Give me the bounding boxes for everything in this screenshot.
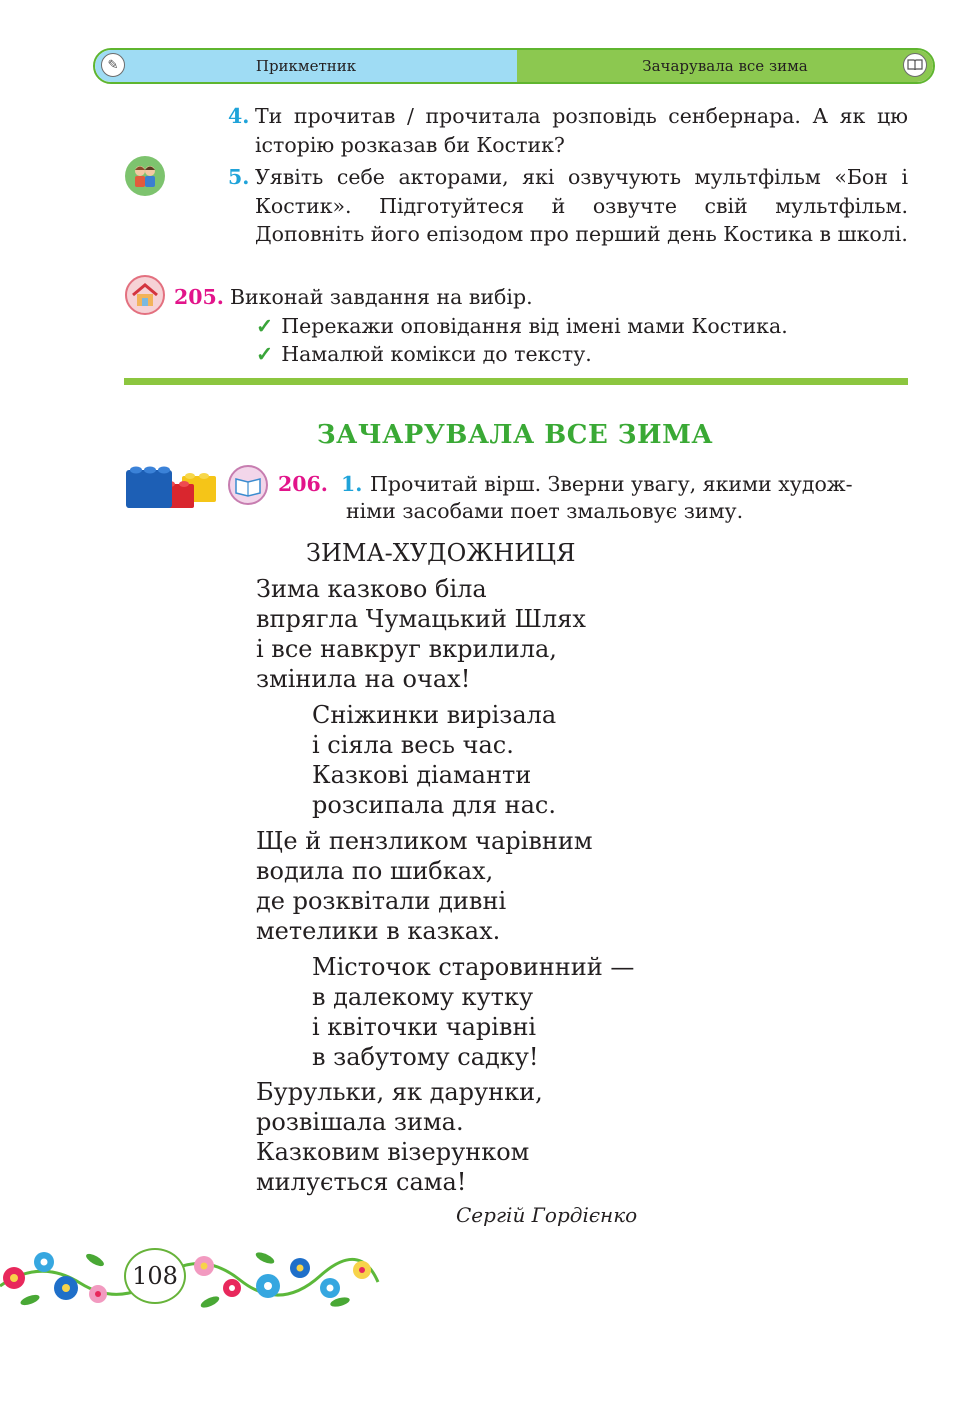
homework-house-icon [125,275,165,315]
poem-line: впрягла Чумацький Шлях [256,605,586,633]
task-5-number: 5. [228,165,250,189]
task-4 [228,102,908,159]
pen-icon: ✎ [101,53,125,77]
task-205-option [256,312,908,341]
checkmark-icon: ✓ [256,313,274,338]
poem-stanza [256,826,593,946]
task-205-number: 205. [174,285,224,309]
poem-line: Сніжинки вирізала [312,701,557,729]
task-205-option-text: Намалюй комікси до тексту. [281,342,592,366]
task-206-line: німи засобами поет змальовує зиму. [346,499,744,523]
task-4-number: 4. [228,104,250,128]
header-topic [95,50,517,82]
poem-line: в далекому кутку [312,983,534,1011]
poem-stanza [256,1077,543,1197]
poem-line: Ще й пензликом чарівним [256,827,593,855]
poem-line: Місточок старовинний — [312,953,635,981]
poem-line: Казковим візерунком [256,1138,530,1166]
poem-line: змінила на очах! [256,665,471,693]
task-205-option-text: Перекажи оповідання від імені мами Костика. [281,313,788,338]
poem-stanza [312,700,556,820]
poem-stanza [312,952,634,1072]
poem-author: Сергій Гордієнко [456,1203,638,1227]
task-206 [278,471,908,525]
poem-line: і все навкруг вкрилила, [256,635,557,663]
poem-line: водила по шибках, [256,857,494,885]
task-205-text: Виконай завдання на вибір. [229,285,533,309]
book-icon [903,53,927,77]
poem-line: милується сама! [256,1168,467,1196]
task-206-line: Прочитай вірш. Зверни увагу, якими худож- [370,472,853,496]
task-5 [228,163,908,249]
task-205-option [256,340,908,369]
task-4-text: Ти прочитав / прочитала розповідь сенбернара. А як цю історію розказав би Костик? [255,104,908,157]
poem-line: розсипала для нас. [312,791,556,819]
flower-border-decoration [0,1238,380,1316]
section-title: ЗАЧАРУВАЛА ВСЕ ЗИМА [316,420,714,450]
poem-line: Бурульки, як дарунки, [256,1078,543,1106]
chapter-header [93,48,935,84]
poem-stanza [256,574,586,694]
header-lesson [517,50,933,82]
poem-line: метелики в казках. [256,917,501,945]
poem-line: і квіточки чарівні [312,1013,537,1041]
header-topic-label: Прикметник [255,57,357,75]
checkmark-icon: ✓ [256,342,274,366]
header-lesson-label: Зачарувала все зима [642,57,808,75]
poem-line: і сіяла весь час. [312,731,514,759]
open-book-icon [228,465,268,505]
pair-work-icon [125,156,165,196]
task-205 [174,283,908,369]
building-blocks-icon [124,462,220,510]
task-5-text: Уявіть себе акторами, які озвучують мультфільм «Бон і Костик». Підготуйтеся й озвучте свій мультфільм. Доповніть його епізодом про перший день Костика в школі. [255,165,908,246]
page-number: 108 [124,1248,186,1304]
poem-line: в забутому садку! [312,1043,539,1071]
poem-line: де розквітали дивні [256,887,507,915]
poem-title: ЗИМА-ХУДОЖНИЦЯ [306,539,576,567]
task-206-subnumber: 1. [341,472,363,496]
poem-line: Казкові діаманти [312,761,532,789]
poem-line: розвішала зима. [256,1108,464,1136]
task-206-number: 206. [278,472,328,496]
section-divider [124,378,908,385]
poem-line: Зима казково біла [256,575,487,603]
